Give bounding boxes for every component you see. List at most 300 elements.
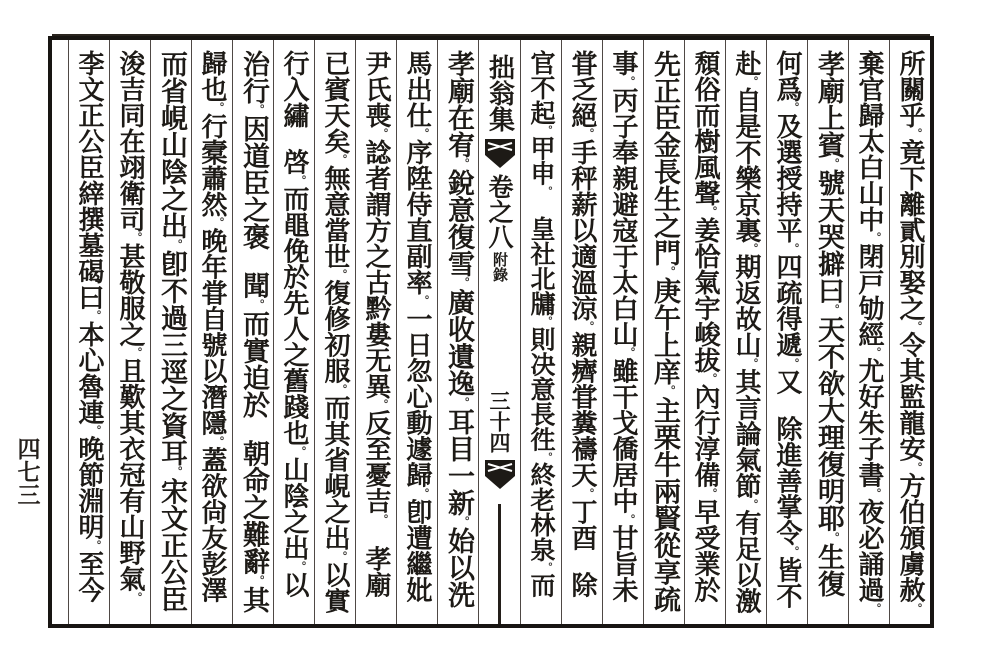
glyph: 虜 (895, 550, 925, 577)
punctuation-dot: 。 (705, 487, 718, 499)
glyph: 中 (854, 206, 884, 232)
glyph: 至 (74, 550, 104, 577)
glyph: 下 (895, 164, 925, 191)
glyph: 恰 (690, 242, 720, 269)
glyph: 入 (279, 76, 309, 102)
glyph: 古 (361, 268, 391, 295)
glyph: 赴 (731, 50, 761, 76)
punctuation-dot: 。 (541, 125, 553, 136)
glyph: 舊 (279, 367, 309, 394)
glyph: 目 (443, 435, 474, 463)
glyph: 四 (772, 253, 802, 280)
glyph: 薪 (567, 190, 597, 217)
glyph: 平 (772, 216, 802, 243)
glyph: 疏 (649, 585, 680, 613)
punctuation-dot: 。 (869, 487, 882, 499)
glyph: 別 (895, 242, 925, 269)
glyph: 年 (197, 253, 227, 280)
punctuation-dot: 。 (787, 242, 800, 254)
glyph: 廟 (813, 77, 844, 104)
glyph: 牛 (649, 450, 680, 478)
glyph: 出 (156, 212, 187, 239)
glyph: 丁 (567, 498, 597, 525)
glyph: 衣 (115, 435, 145, 462)
glyph: 安 (895, 435, 925, 462)
glyph: 廟 (361, 571, 391, 598)
glyph: 泉 (527, 537, 556, 562)
glyph: 擗 (813, 250, 844, 278)
glyph: 啓 (279, 148, 309, 175)
glyph: 頹 (690, 50, 720, 76)
glyph: 文 (74, 76, 104, 102)
glyph: 秤 (567, 164, 597, 191)
glyph: 而 (238, 310, 269, 338)
glyph: 爲 (772, 76, 802, 102)
text-column (520, 40, 561, 624)
glyph: 甲 (527, 135, 556, 161)
glyph: 繡 (279, 102, 309, 128)
glyph: 文 (156, 504, 187, 532)
glyph: 棄 (854, 50, 884, 76)
glyph: 必 (854, 524, 884, 551)
punctuation-dot: 。 (827, 158, 841, 170)
punctuation-dot: 。 (89, 539, 102, 551)
text-column (643, 40, 684, 624)
fishtail-ornament-icon (484, 139, 516, 169)
glyph: 樂 (731, 164, 761, 191)
punctuation-dot: 。 (457, 516, 471, 528)
glyph: 生 (813, 543, 844, 571)
glyph: 山 (608, 320, 638, 347)
glyph: 掌 (772, 493, 802, 520)
glyph: 內 (690, 383, 720, 410)
punctuation-dot: 。 (335, 268, 348, 280)
text-column (68, 40, 109, 624)
glyph: 有 (115, 487, 145, 514)
punctuation-dot: 。 (376, 398, 389, 410)
glyph: 出 (279, 534, 309, 561)
glyph: 生 (649, 185, 680, 212)
glyph: 褒 (238, 223, 269, 251)
glyph: 監 (895, 383, 925, 410)
glyph: 已 (320, 50, 350, 76)
punctuation-dot: 。 (252, 574, 266, 587)
punctuation-dot: 。 (910, 320, 923, 332)
glyph: 之 (238, 493, 269, 521)
glyph: 頒 (895, 524, 925, 551)
glyph: 未 (608, 576, 638, 603)
glyph: 之 (649, 212, 680, 239)
glyph: 貳 (895, 216, 925, 243)
punctuation-dot: 。 (787, 545, 800, 557)
punctuation-dot: 。 (827, 304, 841, 316)
glyph: 之 (895, 294, 925, 321)
glyph: 長 (527, 401, 556, 427)
glyph: 庚 (649, 277, 680, 305)
glyph: 率 (402, 268, 432, 295)
glyph: 孝 (443, 50, 474, 77)
glyph: 動 (402, 409, 432, 436)
glyph: 决 (527, 351, 556, 377)
punctuation-dot: 。 (212, 216, 225, 228)
glyph: 節 (74, 461, 104, 488)
glyph: 之 (279, 508, 309, 535)
glyph: 浚 (115, 50, 145, 76)
glyph: 享 (649, 558, 680, 586)
glyph: 之 (156, 185, 187, 212)
punctuation-dot: 。 (541, 451, 553, 462)
glyph: 龍 (895, 409, 925, 436)
glyph: 氣 (115, 565, 145, 592)
glyph: 戸 (854, 268, 884, 295)
banxin-book-title: 拙翁集 (484, 54, 515, 132)
glyph: 足 (731, 535, 761, 562)
glyph: 者 (361, 164, 391, 191)
glyph: 欲 (813, 369, 844, 397)
glyph: 公 (74, 128, 104, 154)
glyph: 令 (895, 331, 925, 358)
glyph: 離 (895, 190, 925, 217)
glyph: 迫 (238, 364, 269, 392)
glyph: 氣 (731, 446, 761, 473)
text-frame (48, 36, 934, 628)
glyph: 干 (608, 383, 638, 410)
glyph: 副 (402, 242, 432, 269)
punctuation-dot: 。 (869, 346, 882, 358)
glyph: 於 (279, 263, 309, 290)
glyph: 翊 (115, 154, 145, 180)
glyph: 皇 (527, 216, 556, 241)
glyph: 以 (443, 554, 474, 582)
glyph: 方 (361, 216, 391, 243)
glyph: 從 (649, 531, 680, 559)
glyph: 陞 (402, 164, 432, 191)
glyph: 實 (320, 587, 350, 614)
punctuation-dot: 。 (170, 466, 184, 478)
punctuation-dot: 。 (417, 487, 430, 499)
glyph: 宇 (690, 294, 720, 321)
glyph: 皆 (772, 556, 802, 583)
glyph: 而 (527, 572, 556, 598)
glyph: 峴 (156, 104, 187, 131)
text-column (396, 40, 437, 624)
glyph: 伯 (895, 498, 925, 525)
glyph: 於 (238, 391, 269, 419)
punctuation-dot: 。 (869, 232, 882, 243)
punctuation-dot: 。 (130, 591, 143, 603)
glyph: 除 (567, 571, 597, 598)
glyph: 於 (690, 576, 720, 603)
punctuation-dot: 。 (335, 154, 348, 165)
glyph: 隱 (197, 409, 227, 436)
glyph: 逸 (443, 369, 474, 397)
text-column (889, 40, 930, 624)
glyph: 峴 (320, 472, 350, 499)
glyph: 先 (279, 289, 309, 316)
text-column (150, 40, 191, 624)
glyph: 其 (115, 409, 145, 436)
punctuation-dot: 。 (417, 294, 430, 306)
glyph: 一 (402, 305, 432, 332)
glyph: 淳 (690, 435, 720, 462)
glyph: 起 (527, 100, 556, 125)
glyph: 今 (74, 576, 104, 603)
glyph: 則 (527, 326, 556, 352)
glyph: 賓 (320, 76, 350, 102)
glyph: 歸 (402, 461, 432, 488)
glyph: 繼 (402, 550, 432, 577)
glyph: 出 (402, 76, 432, 102)
glyph: 老 (527, 487, 556, 512)
text-columns-container (52, 40, 930, 624)
glyph: 所 (895, 50, 925, 76)
glyph: 山 (731, 331, 761, 358)
punctuation-dot: 。 (252, 104, 266, 116)
glyph: 復 (320, 279, 350, 306)
punctuation-dot: 。 (827, 531, 841, 544)
honorific-gap (252, 418, 254, 440)
punctuation-dot: 。 (457, 396, 471, 409)
glyph: 聲 (690, 180, 720, 206)
banxin-rule-line (498, 504, 501, 624)
glyph: 拔 (690, 346, 720, 373)
glyph: 白 (608, 294, 638, 321)
glyph: 上 (649, 331, 680, 359)
text-column (602, 40, 643, 624)
glyph: 矣 (320, 128, 350, 154)
folio-number: 四七三 (13, 437, 41, 506)
glyph: 之 (361, 242, 391, 269)
text-column (807, 40, 848, 624)
glyph: 號 (813, 169, 844, 197)
glyph: 激 (731, 587, 761, 614)
glyph: 朝 (238, 439, 269, 467)
glyph: 吉 (115, 76, 145, 102)
glyph: 然 (197, 190, 227, 217)
glyph: 太 (854, 128, 884, 154)
glyph: 踐 (279, 393, 309, 420)
glyph: 也 (197, 76, 227, 102)
punctuation-dot: 。 (541, 562, 553, 573)
glyph: 妣 (402, 576, 432, 603)
glyph: 心 (402, 383, 432, 410)
glyph: 乎 (895, 102, 925, 128)
glyph: 明 (74, 513, 104, 540)
glyph: 蕭 (197, 164, 227, 191)
punctuation-dot: 。 (541, 316, 553, 327)
glyph: 始 (443, 527, 474, 555)
glyph: 手 (567, 138, 597, 165)
punctuation-dot: 。 (417, 128, 430, 139)
glyph: 赦 (895, 576, 925, 603)
glyph: 過 (156, 304, 187, 332)
glyph: 出 (320, 524, 350, 551)
text-column (437, 40, 478, 624)
glyph: 正 (649, 77, 680, 104)
punctuation-dot: 。 (212, 435, 225, 447)
glyph: 持 (772, 190, 802, 217)
punctuation-dot: 。 (582, 320, 595, 332)
glyph: 尙 (197, 498, 227, 525)
glyph: 宋 (156, 477, 187, 505)
glyph: 晚 (197, 227, 227, 254)
glyph: 是 (731, 112, 761, 139)
glyph: 山 (279, 456, 309, 483)
glyph: 侍 (402, 190, 432, 217)
glyph: 而 (279, 185, 309, 212)
glyph: 先 (649, 50, 680, 77)
glyph: 墓 (74, 232, 104, 258)
glyph: 耳 (443, 408, 474, 436)
glyph: 事 (608, 50, 638, 76)
glyph: 雖 (608, 357, 638, 384)
glyph: 疏 (772, 279, 802, 306)
punctuation-dot: 。 (130, 346, 143, 358)
glyph: 之 (320, 498, 350, 525)
punctuation-dot: 。 (746, 498, 759, 510)
glyph: 除 (772, 415, 802, 442)
glyph: 白 (854, 154, 884, 180)
glyph: 憂 (361, 461, 391, 488)
glyph: 縡 (74, 180, 104, 206)
glyph: 黔 (361, 294, 391, 321)
glyph: 論 (731, 420, 761, 447)
text-column (848, 40, 889, 624)
glyph: 旨 (608, 550, 638, 577)
glyph: 同 (115, 102, 145, 128)
glyph: 世 (320, 242, 350, 269)
glyph: 居 (608, 461, 638, 488)
glyph: 京 (731, 190, 761, 217)
glyph: 遞 (772, 331, 802, 358)
glyph: 臣 (238, 169, 269, 197)
glyph: 初 (320, 331, 350, 358)
punctuation-dot: 。 (582, 487, 595, 499)
punctuation-dot: 。 (623, 76, 636, 87)
glyph: 本 (74, 320, 104, 347)
glyph: 行 (197, 112, 227, 139)
glyph: 廣 (443, 288, 474, 316)
glyph: 業 (690, 550, 720, 577)
glyph: 以 (197, 357, 227, 384)
glyph: 牗 (527, 291, 556, 316)
glyph: 歸 (854, 102, 884, 128)
glyph: 之 (238, 196, 269, 224)
glyph: 意 (443, 196, 474, 224)
text-column (561, 40, 602, 624)
glyph: 大 (813, 396, 844, 424)
glyph: 復 (443, 223, 474, 251)
glyph: 冠 (115, 461, 145, 488)
punctuation-dot: 。 (910, 128, 923, 139)
glyph: 三 (156, 331, 187, 359)
glyph: 彭 (197, 550, 227, 577)
punctuation-dot: 。 (663, 266, 677, 278)
glyph: 衛 (115, 180, 145, 206)
glyph: 明 (813, 477, 844, 505)
glyph: 臣 (74, 154, 104, 180)
glyph: 雪 (443, 250, 474, 278)
glyph: 耶 (813, 504, 844, 532)
glyph: 受 (690, 524, 720, 551)
glyph: 馬 (402, 50, 432, 76)
glyph: 夜 (854, 498, 884, 525)
glyph: 午 (649, 304, 680, 332)
glyph: 奉 (608, 138, 638, 165)
glyph: 欲 (197, 472, 227, 499)
glyph: 僑 (608, 435, 638, 462)
glyph: 歎 (115, 383, 145, 410)
glyph: 善 (772, 467, 802, 494)
glyph: 自 (731, 86, 761, 113)
glyph: 省 (320, 446, 350, 473)
glyph: 主 (649, 396, 680, 424)
glyph: 資 (156, 412, 187, 440)
glyph: 无 (361, 346, 391, 373)
glyph: 終 (527, 462, 556, 487)
glyph: 潛 (197, 383, 227, 410)
glyph: 撰 (74, 206, 104, 232)
glyph: 溫 (567, 268, 597, 295)
glyph: 中 (608, 487, 638, 514)
glyph: 適 (567, 242, 597, 269)
punctuation-dot: 。 (910, 461, 923, 473)
glyph: 節 (731, 472, 761, 499)
glyph: 書 (854, 461, 884, 488)
glyph: 及 (772, 112, 802, 139)
glyph: 裏 (731, 216, 761, 243)
banxin-section: 附錄 (491, 252, 509, 282)
glyph: 行 (279, 50, 309, 76)
glyph: 風 (690, 154, 720, 180)
glyph: 反 (361, 409, 391, 436)
glyph: 其 (895, 357, 925, 384)
glyph: 有 (731, 509, 761, 536)
glyph: 山 (115, 513, 145, 540)
glyph: 天 (813, 196, 844, 224)
glyph: 忽 (402, 357, 432, 384)
glyph: 洗 (443, 581, 474, 609)
glyph: 峻 (690, 320, 720, 347)
glyph: 而 (320, 394, 350, 421)
glyph: 直 (402, 216, 432, 243)
glyph: 修 (320, 305, 350, 332)
punctuation-dot: 。 (787, 357, 800, 369)
glyph: 經 (854, 320, 884, 347)
glyph: 官 (527, 50, 556, 75)
glyph: 于 (608, 242, 638, 269)
glyph: 晚 (74, 435, 104, 462)
glyph: 甚 (115, 242, 145, 269)
punctuation-dot: 。 (294, 560, 307, 572)
glyph: 賓 (813, 131, 844, 158)
punctuation-dot: 。 (910, 602, 923, 614)
glyph: 實 (238, 337, 269, 365)
glyph: 栗 (649, 423, 680, 451)
punctuation-dot: 。 (705, 372, 718, 384)
glyph: 甞 (197, 279, 227, 306)
banxin-leaf-number: 三十四 (487, 390, 512, 453)
punctuation-dot: 。 (376, 128, 389, 139)
glyph: 正 (74, 102, 104, 128)
glyph: 在 (115, 128, 145, 154)
glyph: 過 (854, 576, 884, 603)
glyph: 逕 (156, 358, 187, 386)
glyph: 難 (238, 520, 269, 548)
glyph: 治 (238, 50, 269, 77)
text-column (109, 40, 150, 624)
glyph: 服 (320, 357, 350, 384)
